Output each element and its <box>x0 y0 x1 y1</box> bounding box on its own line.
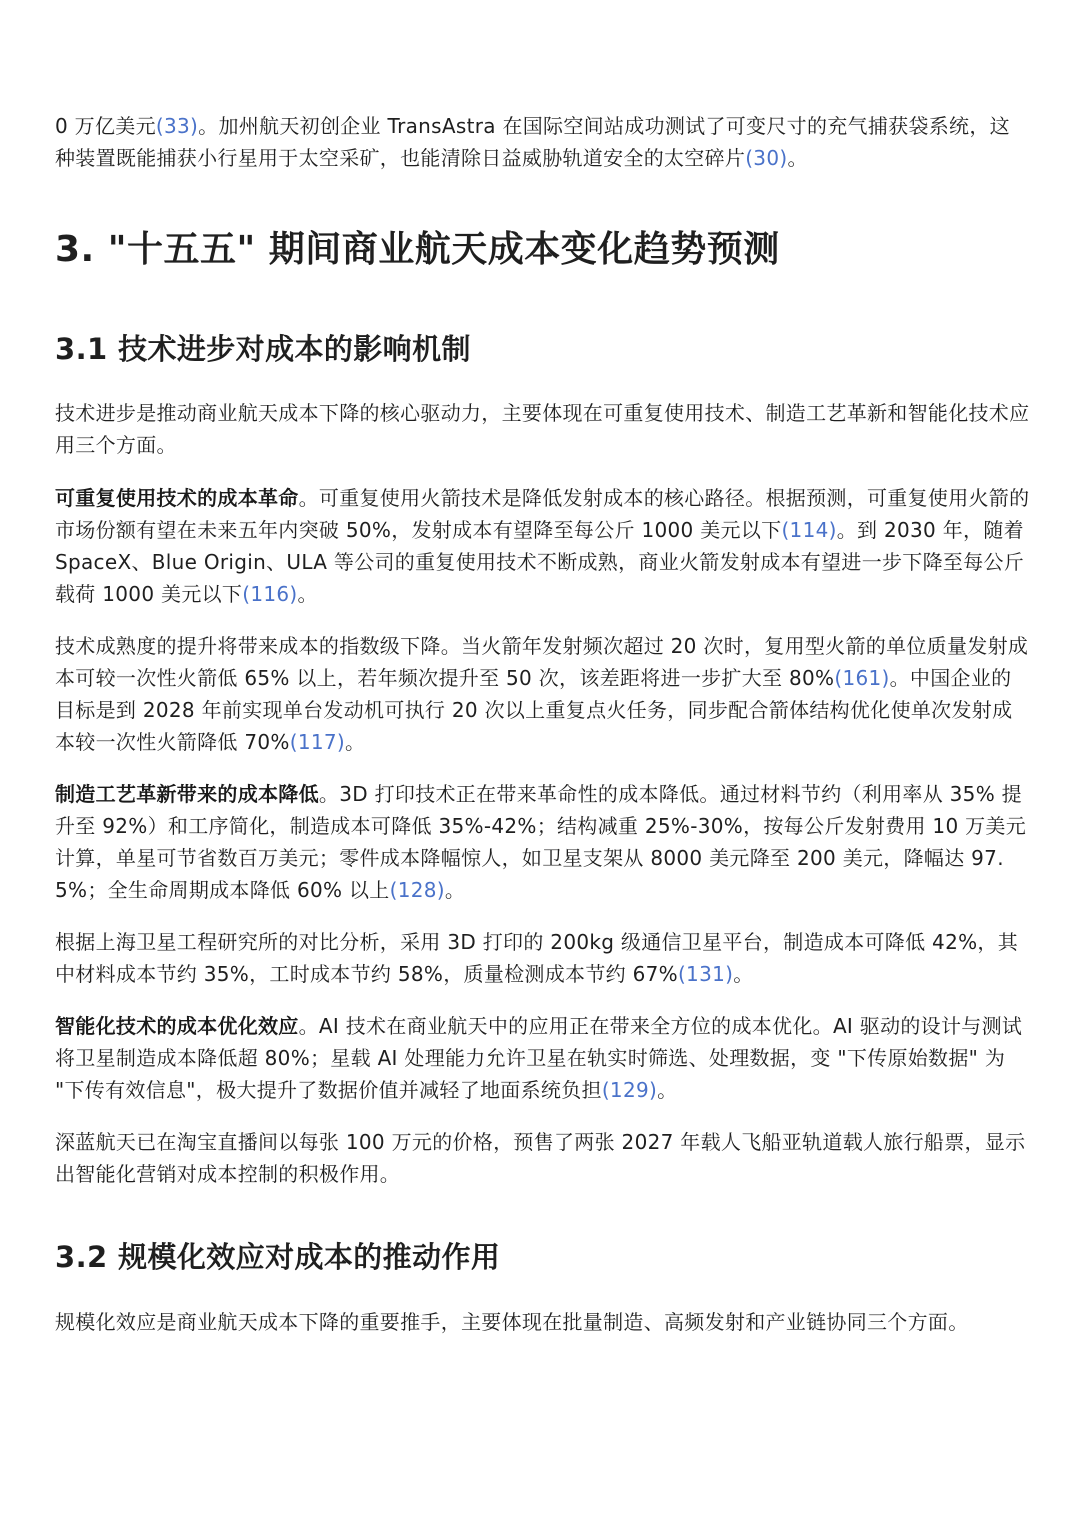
text: 技术成熟度的提升将带来成本的指数级下降。当火箭年发射频次超过 20 次时，复用型火箭的单位质量发射成本可较一次性火箭低 65% 以上，若年频次提升至 50 次，该差距将进一步扩大至 80% <box>55 634 1029 690</box>
text: 。 <box>657 1078 678 1102</box>
paragraph-8: 规模化效应是商业航天成本下降的重要推手，主要体现在批量制造、高频发射和产业链协同三个方面。 <box>55 1310 969 1334</box>
reference-link[interactable]: (117) <box>289 730 345 754</box>
paragraph-5 <box>55 926 1030 990</box>
reference-link[interactable]: (129) <box>601 1078 658 1102</box>
bold-lead: 可重复使用技术的成本革命 <box>55 486 299 510</box>
text: 。 <box>444 878 466 902</box>
subsection-heading-3-2: 3.2 规模化效应对成本的推动作用 <box>55 1240 501 1274</box>
paragraph-4 <box>55 778 1030 906</box>
paragraph-6 <box>55 1010 1030 1106</box>
text: 。 <box>297 582 318 606</box>
reference-link[interactable]: (114) <box>781 518 837 542</box>
reference-link[interactable]: (116) <box>242 582 298 606</box>
paragraph-1: 技术进步是推动商业航天成本下降的核心驱动力，主要体现在可重复使用技术、制造工艺革新和智能化技术应用三个方面。 <box>55 401 1030 457</box>
reference-link[interactable]: (33) <box>155 114 199 138</box>
text: 0 万亿美元 <box>55 114 156 138</box>
text: 。AI 技术在商业航天中的应用正在带来全方位的成本优化。AI 驱动的设计与测试将卫星制造成本降低超 80%；星载 AI 处理能力允许卫星在轨实时筛选、处理数据，变 "下传原始数据" 为 "下传有效信息"，极大提升了数据价值并减轻了地面系统负担 <box>55 1014 1023 1102</box>
text: 。到 2030 年，随着 SpaceX、Blue Origin、ULA 等公司的重复使用技术不断成熟，商业火箭发射成本有望进一步下降至每公斤载荷 1000 美元以下 <box>55 518 1025 606</box>
text: 。可重复使用火箭技术是降低发射成本的核心路径。根据预测，可重复使用火箭的市场份额有望在未来五年内突破 50%，发射成本有望降至每公斤 1000 美元以下 <box>55 486 1030 542</box>
text: 。3D 打印技术正在带来革命性的成本降低。通过材料节约（利用率从 35% 提升至 92%）和工序简化，制造成本可降低 35%-42%；结构减重 25%-30%，按每公斤发射费用 10 万美元计算，单星可节省数百万美元；零件成本降幅惊人，如卫星支架从 8000 美元降至 200 美元，降幅达 97.5%；全生命周期成本降低 60% 以上 <box>55 782 1027 902</box>
reference-link[interactable]: (131) <box>677 962 734 986</box>
text: 。加州航天初创企业 TransAstra 在国际空间站成功测试了可变尺寸的充气捕获袋系统，这种装置既能捕获小行星用于太空采矿，也能清除日益威胁轨道安全的太空碎片 <box>55 114 1010 170</box>
text: 。 <box>733 962 754 986</box>
paragraph-intro <box>55 110 1030 174</box>
reference-link[interactable]: (161) <box>834 666 890 690</box>
bold-lead: 制造工艺革新带来的成本降低 <box>55 782 319 806</box>
paragraph-2 <box>55 482 1030 610</box>
text: 。中国企业的目标是到 2028 年前实现单台发动机可执行 20 次以上重复点火任务，同步配合箭体结构优化使单次发射成本较一次性火箭降低 70% <box>55 666 1013 754</box>
section-heading-3: 3. "十五五" 期间商业航天成本变化趋势预测 <box>55 229 780 270</box>
bold-lead: 智能化技术的成本优化效应 <box>55 1014 299 1038</box>
paragraph-3 <box>55 630 1030 758</box>
subsection-heading-3-1: 3.1 技术进步对成本的影响机制 <box>55 332 471 366</box>
text: 。 <box>345 730 366 754</box>
reference-link[interactable]: (30) <box>745 146 788 170</box>
paragraph-7: 深蓝航天已在淘宝直播间以每张 100 万元的价格，预售了两张 2027 年载人飞船亚轨道载人旅行船票，显示出智能化营销对成本控制的积极作用。 <box>55 1130 1026 1186</box>
text: 。 <box>787 146 808 170</box>
reference-link[interactable]: (128) <box>389 878 445 902</box>
text: 根据上海卫星工程研究所的对比分析，采用 3D 打印的 200kg 级通信卫星平台，制造成本可降低 42%，其中材料成本节约 35%，工时成本节约 58%，质量检测成本节约 67% <box>55 930 1019 986</box>
